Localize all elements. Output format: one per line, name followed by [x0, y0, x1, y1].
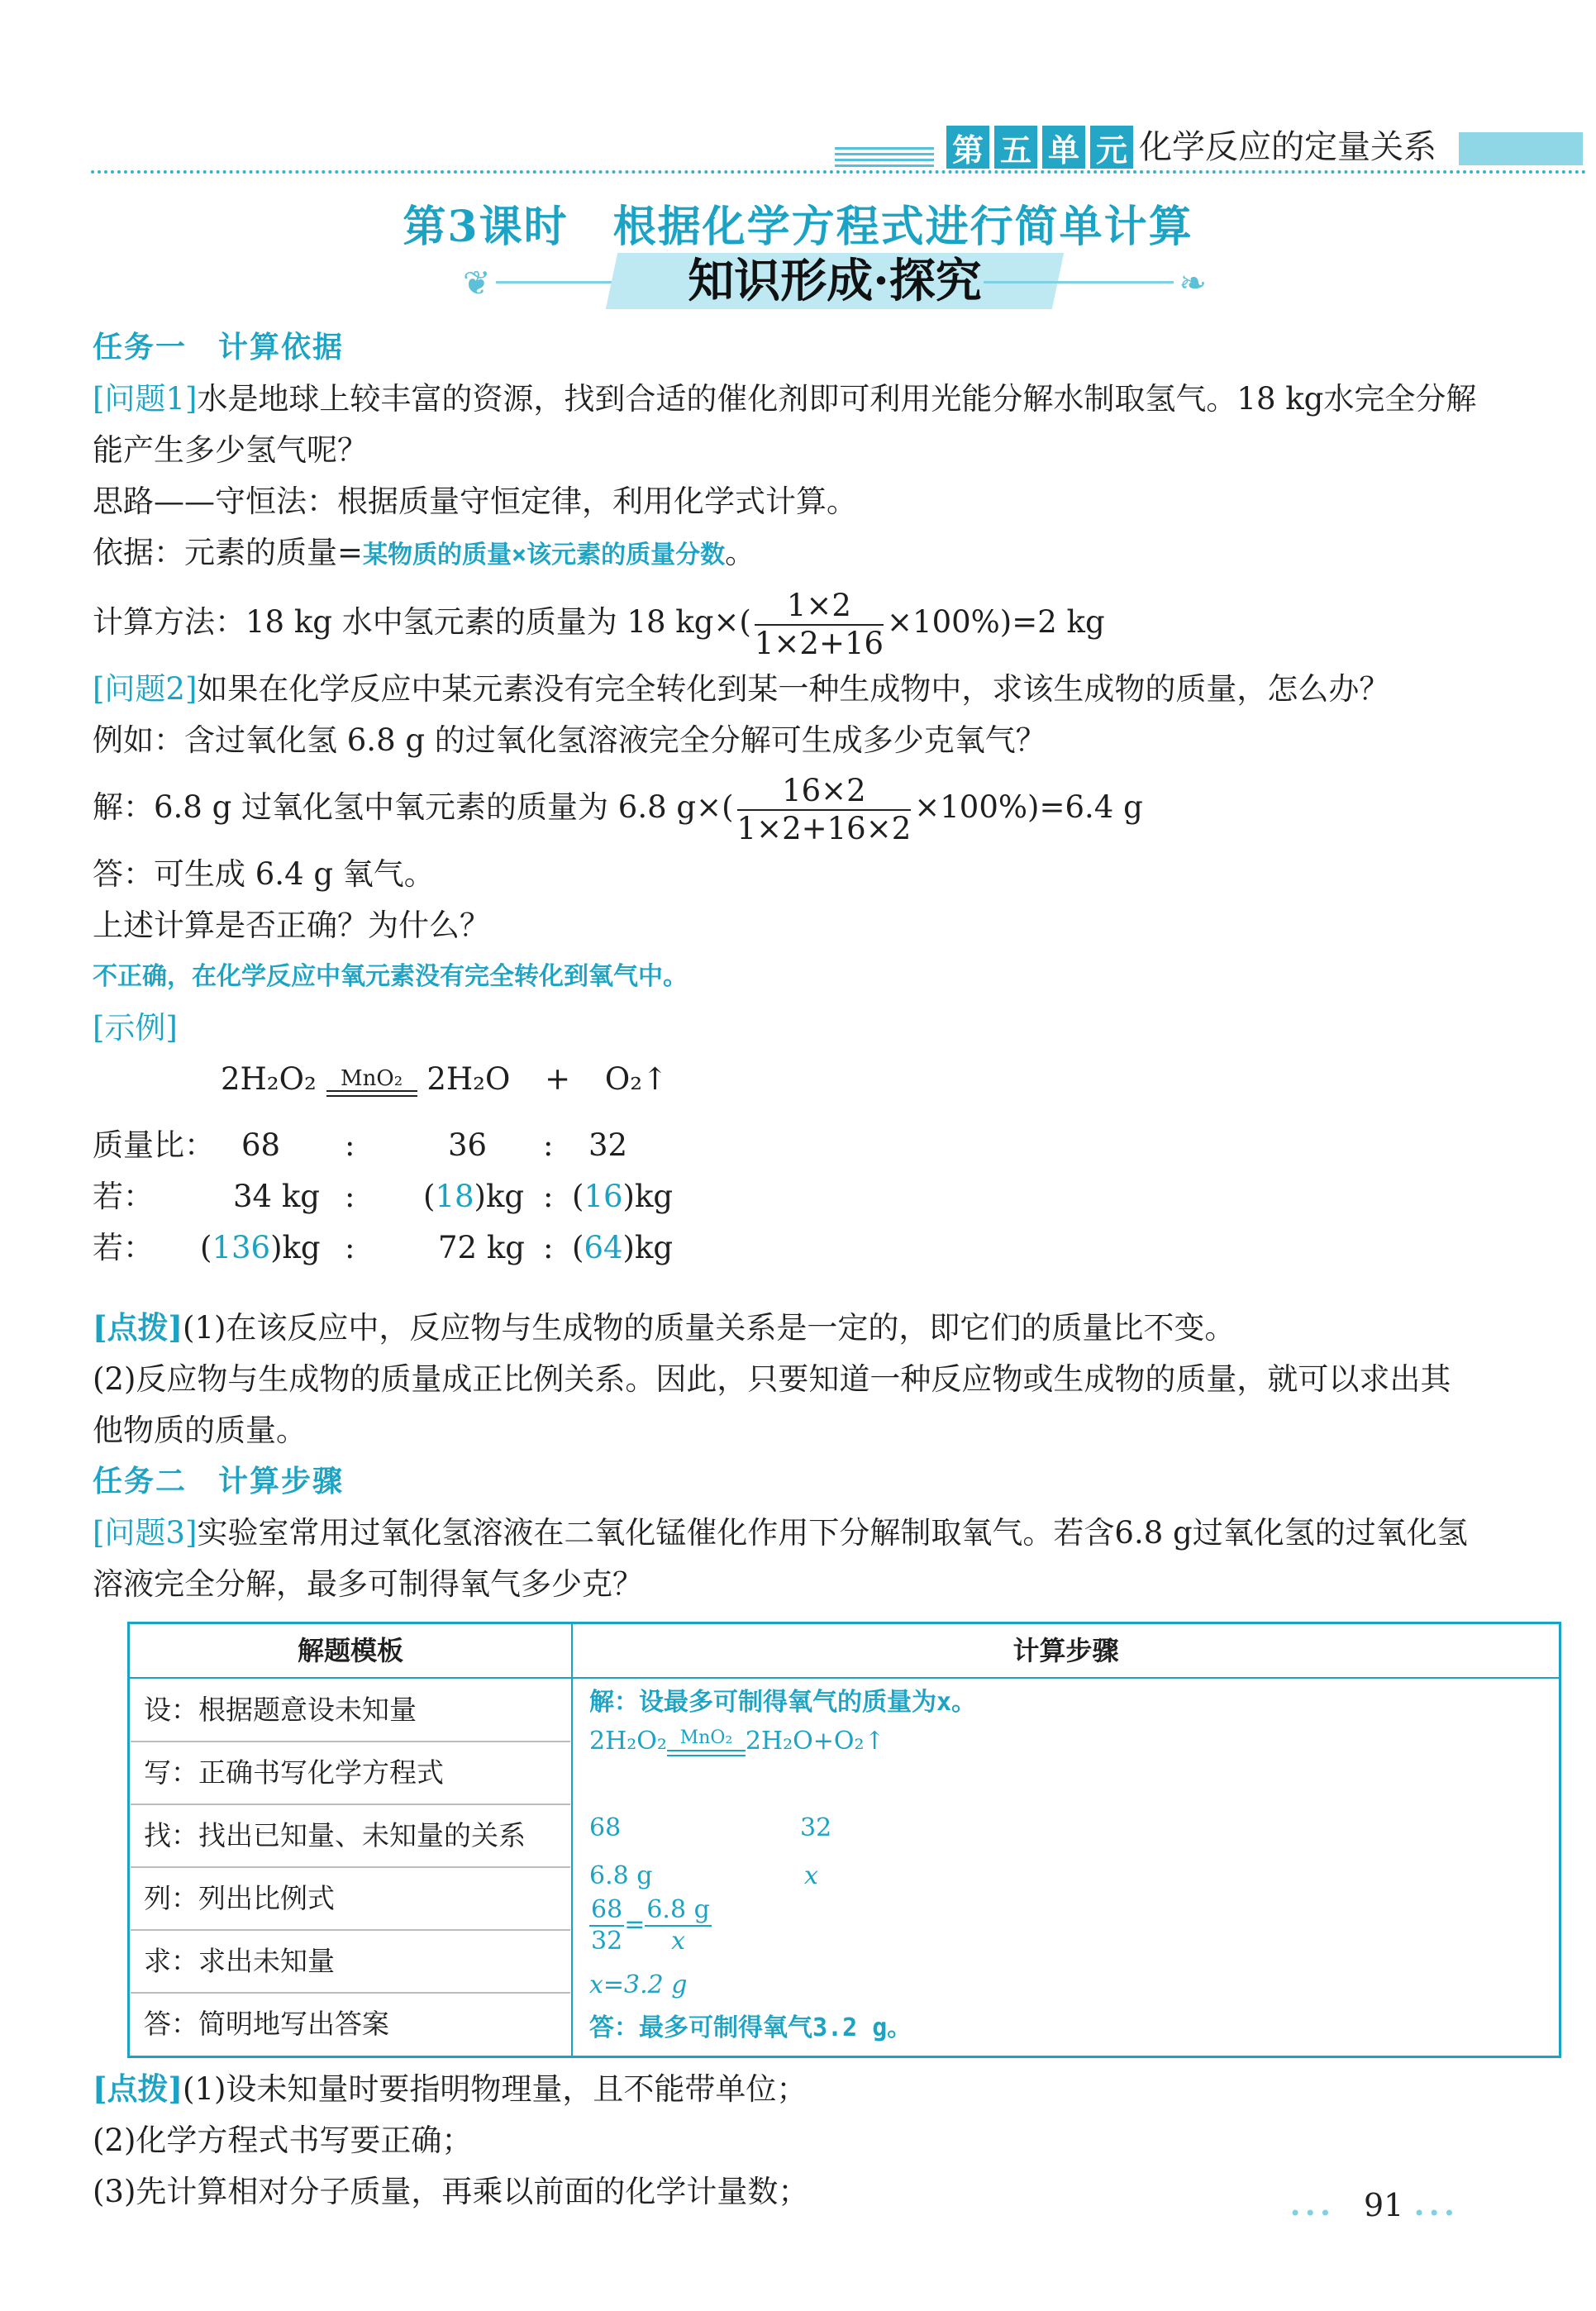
tip-1	[93, 1302, 1481, 1354]
eq-catalyst: MnO₂	[341, 1065, 403, 1091]
steps-table	[127, 1622, 1561, 2058]
step-equation	[589, 1727, 885, 1756]
unit-badge: 单	[1042, 126, 1085, 169]
unit-title: 化学反应的定量关系	[1139, 128, 1436, 166]
step-known-1: 6.8 g	[589, 1861, 653, 1890]
section-title: 知识形成·探究	[688, 254, 982, 308]
solution-denominator: 1×2+16×2	[736, 810, 912, 846]
calc-post: ×100%)=2 kg	[887, 604, 1105, 640]
template-item: 写：正确书写化学方程式	[131, 1742, 570, 1805]
row1-a: 34 kg	[233, 1179, 320, 1214]
lesson-title: 第3课时 根据化学方程式进行简单计算	[403, 202, 1193, 252]
calc-numerator: 1×2	[755, 588, 884, 626]
if-row-1	[93, 1171, 754, 1222]
question-3-tag: [问题3]	[93, 1515, 198, 1551]
header-stripes	[835, 147, 934, 167]
page-header	[0, 0, 1596, 190]
row1-sep: :	[345, 1179, 355, 1214]
question-line: 上述计算是否正确？为什么？	[93, 908, 490, 943]
unit-badge: 五	[994, 126, 1037, 169]
table-body-row	[129, 1678, 1560, 2057]
tip-tag: [点拨]	[93, 1309, 183, 1346]
proportion-num-1: 68	[589, 1895, 624, 1927]
ratio-value: 32	[588, 1127, 628, 1163]
eq-condition	[326, 1067, 417, 1097]
solution-post: ×100%)=6.4 g	[914, 789, 1143, 825]
row1-c-answer: 16	[584, 1179, 623, 1214]
row1-c	[572, 1171, 673, 1222]
unit-bar	[1459, 132, 1583, 165]
reaction-equation	[221, 1054, 668, 1105]
reaction-block	[93, 1054, 1481, 1302]
page-number-dots-right: •••	[1413, 2202, 1459, 2225]
paren-close: )kg	[270, 1230, 321, 1265]
calc-pre: 计算方法：18 kg 水中氢元素的质量为 18 kg×(	[93, 604, 751, 640]
unit-badge: 第	[946, 126, 989, 169]
question-2	[93, 664, 1481, 715]
template-column	[129, 1678, 573, 2057]
proportion-den-1: 32	[591, 1927, 623, 1956]
ratio-label: 质量比：	[93, 1127, 215, 1163]
step-set: 解：设最多可制得氧气的质量为x。	[589, 1688, 977, 1717]
basis-line	[93, 527, 1481, 581]
task1-heading: 任务一 计算依据	[93, 331, 345, 365]
ratio-sep: :	[345, 1127, 355, 1163]
step-proportion	[589, 1895, 712, 1956]
question-3-text: 实验室常用过氧化氢溶液在二氧化锰催化作用下分解制取氧气。若含6.8 g过氧化氢的过氧化氢溶液完全分解，最多可制得氧气多少克？	[93, 1515, 1468, 1602]
unit-badges	[946, 126, 1133, 169]
row1-b-answer: 18	[435, 1179, 474, 1214]
page-number-dots-left: •••	[1289, 2202, 1335, 2225]
calc-fraction	[755, 588, 884, 662]
row1-b	[423, 1171, 524, 1222]
paren-close: )kg	[622, 1230, 674, 1265]
eq-product-1: 2H₂O	[426, 1061, 511, 1097]
if-row-2	[93, 1222, 754, 1274]
row2-c	[572, 1222, 673, 1274]
question-1	[93, 374, 1481, 476]
steps-column	[572, 1678, 1560, 2057]
basis-end: 。	[725, 535, 756, 570]
if-label: 若：	[93, 1230, 154, 1265]
proportion-num-2: 6.8 g	[645, 1895, 711, 1927]
row1-sep: :	[543, 1179, 554, 1214]
col-template-header: 解题模板	[129, 1623, 573, 1679]
row2-sep: :	[543, 1230, 554, 1265]
section-banner	[463, 248, 1207, 314]
tip-3-text: (1)设未知量时要指明物理量，且不能带单位；	[183, 2071, 808, 2107]
paren-open: (	[200, 1230, 212, 1265]
calc-denominator: 1×2+16	[754, 625, 884, 661]
question-3	[93, 1508, 1481, 1610]
proportion-right	[645, 1895, 711, 1956]
idea-line: 思路——守恒法：根据质量守恒定律，利用化学式计算。	[93, 484, 857, 519]
step-eq-catalyst: MnO₂	[679, 1727, 733, 1748]
paren-open: (	[423, 1179, 436, 1214]
proportion-left	[589, 1895, 624, 1956]
eq-product-2: O₂↑	[604, 1061, 669, 1097]
ornament-right-icon: ❧	[1179, 264, 1207, 303]
unit-badge: 元	[1090, 126, 1133, 169]
content	[93, 322, 1481, 2218]
tip-2: (2)反应物与生成物的质量成正比例关系。因此，只要知道一种反应物或生成物的质量，就可以求出其他物质的质量。	[93, 1361, 1451, 1448]
template-item: 答：简明地写出答案	[144, 2008, 389, 2040]
question-1-tag: [问题1]	[93, 381, 198, 417]
eq-sign	[326, 1090, 417, 1097]
example-line: 例如：含过氧化氢 6.8 g 的过氧化氢溶液完全分解可生成多少克氧气？	[93, 722, 1046, 758]
basis-answer: 某物质的质量×该元素的质量分数	[363, 541, 726, 569]
question-2-text: 如果在化学反应中某元素没有完全转化到某一种生成物中，求该生成物的质量，怎么办？	[197, 671, 1390, 707]
paren-open: (	[572, 1230, 584, 1265]
step-answer: 答：最多可制得氧气3.2 g。	[589, 2013, 912, 2042]
basis-label: 依据：元素的质量=	[93, 535, 364, 570]
solution-answer: 答：可生成 6.4 g 氧气。	[93, 856, 435, 892]
template-item: 设：根据题意设未知量	[131, 1680, 570, 1742]
col-steps-header: 计算步骤	[572, 1623, 1560, 1679]
ratio-value: 68	[241, 1127, 281, 1163]
step-eq-right: 2H₂O+O₂↑	[745, 1727, 885, 1756]
paren-close: )kg	[474, 1179, 525, 1214]
solution-fraction	[737, 773, 912, 847]
row2-sep: :	[345, 1230, 355, 1265]
tip-4: (2)化学方程式书写要正确；	[93, 2123, 473, 2158]
question-answer: 不正确，在化学反应中氧元素没有完全转化到氧气中。	[93, 962, 688, 991]
tip-tag: [点拨]	[93, 2070, 183, 2107]
paren-open: (	[572, 1179, 584, 1214]
header-divider	[91, 170, 1587, 174]
ornament-left-icon: ❦	[463, 264, 491, 303]
step-mass-1: 68	[589, 1813, 622, 1842]
table-header-row	[129, 1623, 1560, 1679]
ratio-row	[93, 1120, 754, 1171]
solution-line	[93, 766, 1481, 849]
step-known-2: x	[804, 1861, 818, 1890]
tip-5: (3)先计算相对分子质量，再乘以前面的化学计量数；	[93, 2174, 809, 2209]
tip-3	[93, 2063, 1481, 2115]
tip-1-text: (1)在该反应中，反应物与生成物的质量关系是一定的，即它们的质量比不变。	[183, 1310, 1236, 1346]
banner-line-right	[984, 281, 1174, 284]
task2-heading: 任务二 计算步骤	[93, 1465, 345, 1499]
eq-reactant: 2H₂O₂	[221, 1061, 317, 1097]
template-item: 列：列出比例式	[131, 1868, 570, 1931]
template-item: 找：找出已知量、未知量的关系	[131, 1805, 570, 1868]
question-1-text: 水是地球上较丰富的资源，找到合适的催化剂即可利用光能分解水制取氢气。18 kg水完全分解能产生多少氢气呢？	[93, 381, 1477, 468]
demo-tag: [示例]	[93, 1010, 178, 1046]
row2-b: 72 kg	[438, 1230, 525, 1265]
step-eq-sign	[667, 1750, 746, 1756]
ratio-sep: :	[543, 1127, 554, 1163]
if-label: 若：	[93, 1179, 154, 1214]
step-result: x=3.2 g	[589, 1970, 688, 1999]
row2-c-answer: 64	[584, 1230, 623, 1265]
page-number: 91	[1364, 2187, 1404, 2223]
calc-method	[93, 581, 1481, 664]
step-eq-left: 2H₂O₂	[589, 1727, 667, 1756]
paren-close: )kg	[622, 1179, 674, 1214]
solution-numerator: 16×2	[737, 773, 912, 811]
step-eq-condition	[667, 1727, 746, 1756]
proportion-den-2: x	[671, 1927, 686, 1956]
proportion-equals: =	[624, 1910, 646, 1939]
row2-a-answer: 136	[212, 1230, 271, 1265]
ratio-value: 36	[448, 1127, 488, 1163]
solution-pre: 解：6.8 g 过氧化氢中氧元素的质量为 6.8 g×(	[93, 789, 734, 825]
row2-a	[200, 1222, 321, 1274]
template-item: 求：求出未知量	[131, 1931, 570, 1994]
step-mass-2: 32	[800, 1813, 832, 1842]
question-2-tag: [问题2]	[93, 671, 198, 707]
eq-plus: +	[545, 1061, 571, 1097]
